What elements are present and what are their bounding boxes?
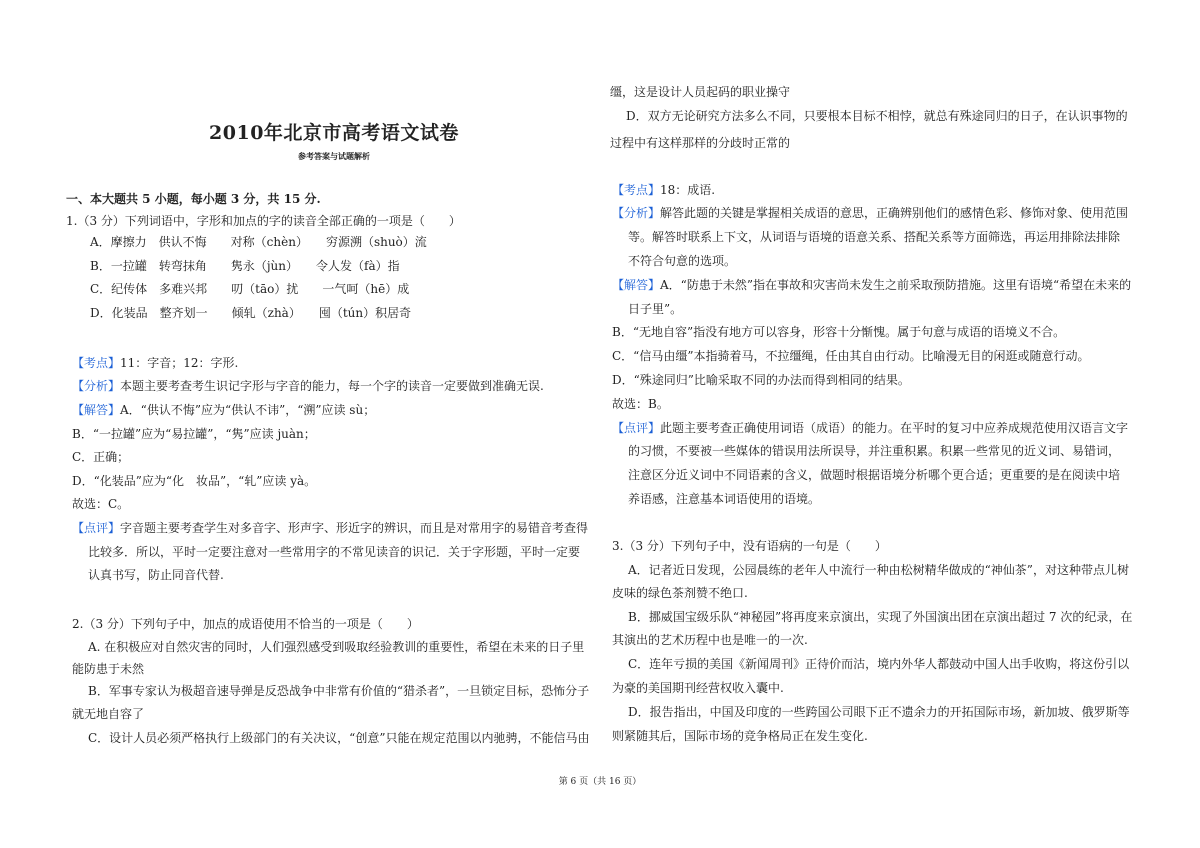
section-tag: 【考点】: [72, 356, 121, 370]
line-text: 1.（3 分）下列词语中，字形和加点的字的读音全部正确的一项是（ ）: [66, 214, 461, 228]
line-text: 日子里”。: [628, 302, 683, 316]
line-text: B．“一拉罐”应为“易拉罐”，“隽”应读 juàn；: [72, 427, 316, 441]
right-text-line: [628, 229, 1120, 245]
left-text-line: [90, 234, 427, 250]
line-text: 此题主要考查正确使用词语（成语）的能力。在平时的复习中应养成规范使用汉语言文字: [660, 421, 1129, 435]
section-tag: 【解答】: [612, 278, 661, 292]
line-text: 故选：B。: [612, 397, 669, 411]
line-text: 11：字音；12：字形.: [120, 356, 239, 370]
line-text: B．挪威国宝级乐队“神秘园”将再度来京演出，实现了外国演出团在京演出超过 7 次的纪录，在: [628, 610, 1133, 624]
line-text: 缰，这是设计人员起码的职业操守: [610, 85, 791, 99]
line-text: D．双方无论研究方法多么不同，只要根本目标不相悖，就总有殊途同归的日子，在认识事物的: [626, 109, 1128, 123]
left-text-line: [72, 473, 316, 489]
left-text-line: [88, 544, 580, 560]
line-text: 一、本大题共 5 小题，每小题 3 分，共 15 分.: [66, 192, 321, 206]
line-text: 其演出的艺术历程中也是唯一的一次.: [612, 633, 808, 647]
right-text-line: [612, 348, 1089, 364]
line-text: 故选：C。: [72, 497, 130, 511]
right-text-line: [612, 728, 868, 744]
line-text: D．化装品 整齐划一 倾轧（zhà） 囤（tún）积居奇: [90, 306, 412, 320]
left-text-line: [72, 402, 375, 418]
right-text-line: [628, 467, 1120, 483]
left-text-line: [72, 706, 144, 722]
left-text-line: [72, 661, 144, 677]
left-text-line: [66, 213, 461, 229]
line-text: 养语感，注意基本词语使用的语境。: [628, 492, 821, 506]
right-text-line: [628, 562, 1129, 578]
left-text-line: [90, 305, 411, 321]
section-tag: 【考点】: [612, 183, 661, 197]
section-tag: 【分析】: [612, 206, 661, 220]
left-text-line: [66, 191, 321, 207]
right-text-line: [612, 680, 784, 696]
line-text: C．连年亏损的美国《新闻周刊》正待价而沽，境内外华人都鼓动中国人出手收购，将这份引以: [628, 657, 1130, 671]
left-text-line: [90, 258, 400, 274]
right-text-line: [626, 108, 1128, 124]
right-text-line: [612, 420, 1128, 436]
right-text-line: [610, 135, 790, 151]
line-text: 能防患于未然: [72, 662, 145, 676]
line-text: B．一拉罐 转弯抹角 隽永（jùn） 令人发（fà）指: [90, 259, 400, 273]
right-text-line: [628, 656, 1129, 672]
line-text: 等。解答时联系上下文，从词语与语境的语意关系、搭配关系等方面筛选，再运用排除法排除: [628, 230, 1121, 244]
left-text-line: [72, 355, 238, 371]
right-text-line: [612, 632, 808, 648]
right-text-line: [628, 704, 1130, 720]
right-text-line: [612, 324, 1065, 340]
right-text-line: [612, 538, 887, 554]
right-text-line: [628, 491, 820, 507]
page-title: 2010年北京市高考语文试卷: [209, 122, 459, 144]
page-footer: 第 6 页（共 16 页）: [558, 777, 642, 787]
right-text-line: [610, 84, 790, 100]
left-text-line: [72, 426, 316, 442]
line-text: 不符合句意的选项。: [628, 254, 737, 268]
line-text: 字音题主要考查学生对多音字、形声字、形近字的辨识，而且是对常用字的易错音考查得: [120, 521, 589, 535]
left-text-line: [88, 567, 224, 583]
left-text-line: [90, 281, 409, 297]
line-text: A．摩擦力 供认不悔 对称（chèn） 穷源溯（shuò）流: [90, 235, 427, 249]
left-text-line: [72, 496, 129, 512]
right-text-line: [612, 372, 910, 388]
page-subtitle: 参考答案与试题解析: [298, 151, 370, 161]
right-text-line: [612, 182, 715, 198]
line-text: 皮味的绿色茶剂赞不绝口.: [612, 586, 748, 600]
line-text: C．“信马由缰”本指骑着马，不拉缰绳，任由其自由行动。比喻漫无目的闲逛或随意行动。: [612, 349, 1090, 363]
line-text: 18：成语.: [660, 183, 716, 197]
right-text-line: [612, 277, 1131, 293]
line-text: 3.（3 分）下列句子中，没有语病的一句是（ ）: [612, 539, 887, 553]
line-text: A. 在积极应对自然灾害的同时，人们强烈感受到吸取经验教训的重要性，希望在未来的日子里: [88, 640, 585, 654]
line-text: 比较多．所以，平时一定要注意对一些常用字的不常见读音的识记．关于字形题，平时一定要: [88, 545, 581, 559]
line-text: D．“殊途同归”比喻采取不同的办法而得到相同的结果。: [612, 373, 910, 387]
line-text: C．正确；: [72, 450, 130, 464]
line-text: 2.（3 分）下列句子中，加点的成语使用不恰当的一项是（ ）: [72, 617, 419, 631]
line-text: 就无地自容了: [72, 707, 145, 721]
section-tag: 【点评】: [612, 421, 661, 435]
left-text-line: [72, 520, 588, 536]
line-text: B．军事专家认为极超音速导弹是反恐战争中非常有价值的“猎杀者”，一旦锁定目标，恐怖分子: [88, 684, 590, 698]
right-text-line: [612, 205, 1128, 221]
line-text: 的习惯，不要被一些媒体的错误用法所误导，并注重积累。积累一些常见的近义词、易错词，: [628, 444, 1121, 458]
section-tag: 【分析】: [72, 379, 121, 393]
right-text-line: [628, 253, 736, 269]
line-text: 过程中有这样那样的分歧时正常的: [610, 136, 791, 150]
left-text-line: [72, 378, 544, 394]
line-text: 则紧随其后，国际市场的竞争格局正在发生变化.: [612, 729, 868, 743]
section-tag: 【解答】: [72, 403, 121, 417]
left-text-line: [72, 616, 419, 632]
line-text: C．纪传体 多难兴邦 叨（tāo）扰 一气呵（hē）成: [90, 282, 410, 296]
right-text-line: [628, 443, 1120, 459]
line-text: 解答此题的关键是掌握相关成语的意思，正确辨别他们的感情色彩、修饰对象、使用范围: [660, 206, 1129, 220]
right-text-line: [628, 609, 1132, 625]
line-text: D．“化装品”应为“化 妆品”，“轧”应读 yà。: [72, 474, 317, 488]
left-text-line: [72, 449, 129, 465]
line-text: 认真书写，防止同音代替.: [88, 568, 224, 582]
line-text: A．“防患于未然”指在事故和灾害尚未发生之前采取预防措施。这里有语境“希望在未来的: [660, 278, 1132, 292]
line-text: C．设计人员必须严格执行上级部门的有关决议，“创意”只能在规定范围以内驰骋，不能信马由: [88, 731, 590, 745]
right-text-line: [628, 301, 682, 317]
right-text-line: [612, 396, 669, 412]
left-text-line: [88, 683, 589, 699]
line-text: D．报告指出，中国及印度的一些跨国公司眼下正不遗余力的开拓国际市场，新加坡、俄罗斯等: [628, 705, 1130, 719]
section-tag: 【点评】: [72, 521, 121, 535]
line-text: A．“供认不悔”应为“供认不讳”，“溯”应读 sù；: [120, 403, 376, 417]
line-text: 注意区分近义词中不同语素的含义，做题时根据语境分析哪个更合适；更重要的是在阅读中培: [628, 468, 1121, 482]
left-text-line: [88, 730, 589, 746]
left-text-line: [88, 639, 584, 655]
line-text: 为豪的美国期刊经营权收入囊中.: [612, 681, 784, 695]
line-text: A．记者近日发现，公园晨练的老年人中流行一种由松树精华做成的“神仙茶”，对这种带点儿树: [628, 563, 1129, 577]
right-text-line: [612, 585, 748, 601]
line-text: B．“无地自容”指没有地方可以容身，形容十分惭愧。属于句意与成语的语境义不合。: [612, 325, 1066, 339]
line-text: 本题主要考查考生识记字形与字音的能力，每一个字的读音一定要做到准确无误.: [120, 379, 544, 393]
